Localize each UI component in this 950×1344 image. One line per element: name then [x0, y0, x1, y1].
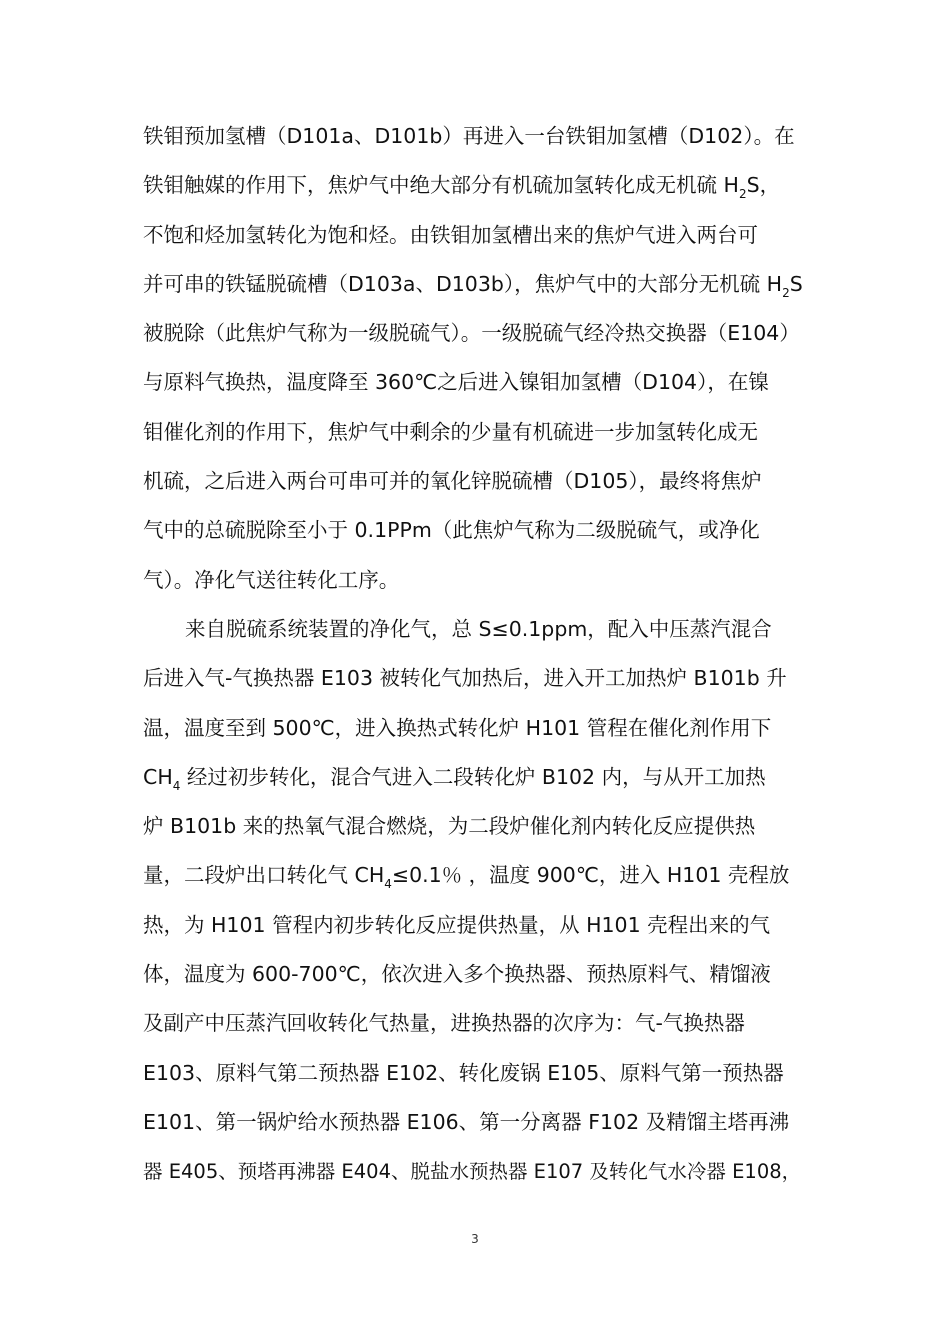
- page-number: 3: [471, 1232, 479, 1246]
- text-line: [143, 1098, 809, 1147]
- text-segment: 体，温度为 600-700℃，依次进入多个换热器、预热原料气、精馏液: [143, 962, 771, 987]
- text-segment: 炉 B101b 来的热氧气混合燃烧，为二段炉催化剂内转化反应提供热: [143, 814, 756, 839]
- text-segment: CH: [143, 764, 173, 789]
- text-segment: S，: [746, 173, 781, 198]
- text-segment: 经过初步转化，混合气进入二段转化炉 B102 内，与从开工加热: [180, 764, 766, 789]
- text-line: [143, 901, 809, 950]
- text-segment: 铁钼触媒的作用下，焦炉气中绝大部分有机硫加氢转化成无机硫 H: [143, 173, 739, 198]
- text-line: [143, 999, 809, 1048]
- text-line: [143, 1049, 809, 1098]
- text-line: [143, 260, 809, 309]
- text-segment: E103、原料气第二预热器 E102、转化废锅 E105、原料气第一预热器: [143, 1060, 784, 1085]
- text-line: [143, 654, 809, 703]
- text-segment: E101、第一锅炉给水预热器 E106、第一分离器 F102 及精馏主塔再沸: [143, 1109, 790, 1134]
- text-segment: 气中的总硫脱除至小于 0.1PPm（此焦炉气称为二级脱硫气，或净化: [143, 518, 760, 543]
- text-line: [143, 753, 809, 802]
- text-segment: 被脱除（此焦炉气称为一级脱硫气）。一级脱硫气经冷热交换器（E104）: [143, 321, 800, 346]
- text-segment: S: [789, 271, 803, 296]
- text-segment: 来自脱硫系统装置的净化气，总 S≤0.1ppm，配入中压蒸汽混合: [185, 616, 772, 641]
- text-segment: 量，二段炉出口转化气 CH: [143, 863, 385, 888]
- text-line: [143, 358, 809, 407]
- text-segment: 与原料气换热，温度降至 360℃之后进入镍钼加氢槽（D104），在镍: [143, 370, 769, 395]
- subscript: 4: [384, 877, 392, 892]
- text-segment: 温，温度至到 500℃，进入换热式转化炉 H101 管程在催化剂作用下: [143, 715, 772, 740]
- text-line: [143, 112, 809, 161]
- text-segment: ≤0.1％ ，温度 900℃，进入 H101 壳程放: [391, 863, 790, 888]
- text-line: [143, 802, 809, 851]
- text-line: [143, 556, 809, 605]
- text-line: [143, 309, 809, 358]
- text-segment: 铁钼预加氢槽（D101a、D101b）再进入一台铁钼加氢槽（D102）。在: [143, 124, 795, 148]
- text-segment: 及副产中压蒸汽回收转化气热量，进换热器的次序为：气-气换热器: [143, 1011, 745, 1036]
- text-segment: 机硫，之后进入两台可串可并的氧化锌脱硫槽（D105），最终将焦炉: [143, 469, 762, 494]
- text-line: [143, 506, 809, 555]
- body-text: [143, 112, 809, 1197]
- text-segment: 不饱和烃加氢转化为饱和烃。由铁钼加氢槽出来的焦炉气进入两台可: [143, 222, 758, 247]
- subscript: 2: [738, 187, 747, 202]
- text-line: [143, 161, 809, 210]
- text-segment: 钼催化剂的作用下，焦炉气中剩余的少量有机硫进一步加氢转化成无: [143, 419, 758, 444]
- subscript: 4: [172, 778, 181, 793]
- text-segment: 热，为 H101 管程内初步转化反应提供热量，从 H101 壳程出来的气: [143, 912, 771, 937]
- text-line: [143, 704, 809, 753]
- subscript: 2: [782, 285, 790, 300]
- text-segment: 并可串的铁锰脱硫槽（D103a、D103b），焦炉气中的大部分无机硫 H: [143, 271, 783, 296]
- text-line: [143, 950, 809, 999]
- text-segment: 器 E405、预塔再沸器 E404、脱盐水预热器 E107 及转化气水冷器 E108，: [143, 1160, 802, 1184]
- text-line: [143, 851, 809, 900]
- text-line: [143, 457, 809, 506]
- text-line: [143, 1147, 809, 1196]
- text-line: [143, 211, 809, 260]
- text-segment: 气）。净化气送往转化工序。: [143, 567, 400, 592]
- text-segment: 后进入气-气换热器 E103 被转化气加热后，进入开工加热炉 B101b 升: [143, 666, 787, 691]
- text-line: [143, 408, 809, 457]
- text-line: [143, 605, 809, 654]
